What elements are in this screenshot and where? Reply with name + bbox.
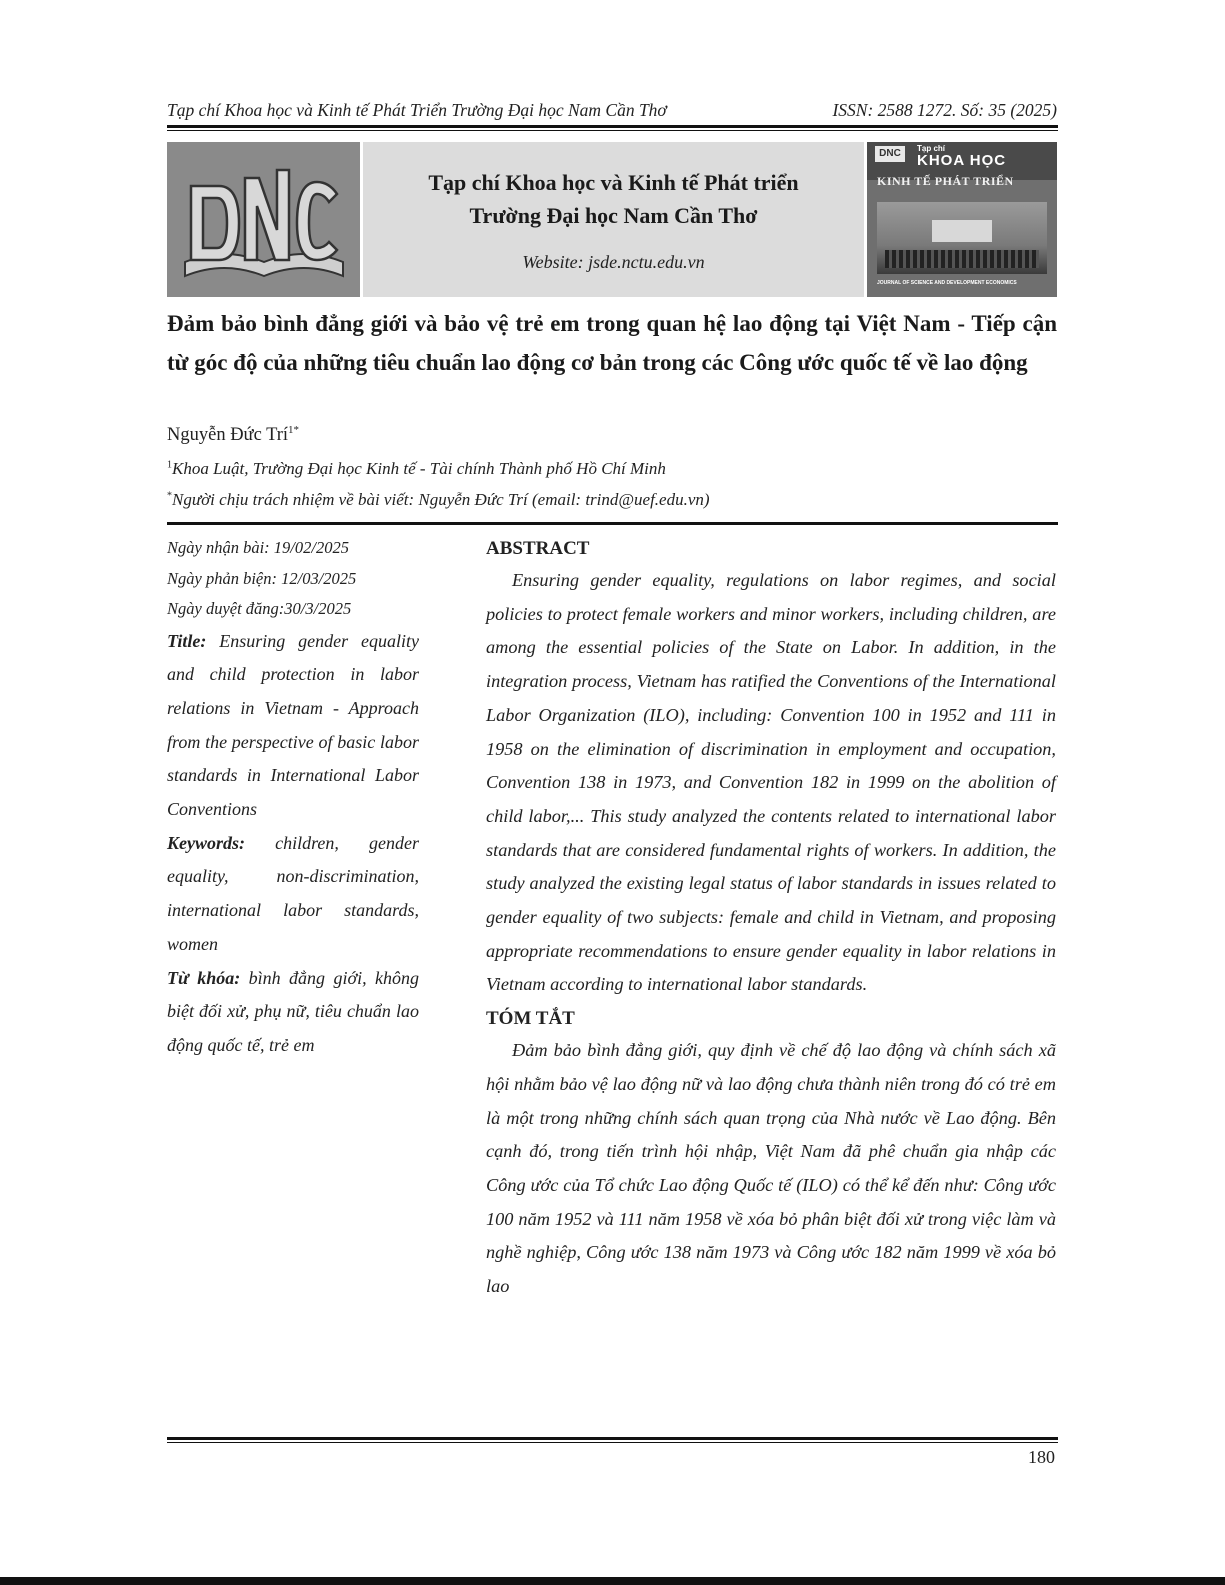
tu-khoa: bình đẳng giới, không biệt đối xử, phụ nữ, tiêu chuẩn lao động quốc tế, trẻ em	[167, 967, 419, 1055]
cover-photo	[877, 202, 1047, 274]
accepted-date: Ngày duyệt đăng:30/3/2025	[167, 599, 352, 618]
abstract-heading: ABSTRACT	[486, 538, 590, 559]
abstract-column	[486, 534, 1056, 1304]
banner-title-line1: Tạp chí Khoa học và Kinh tế Phát triển	[428, 170, 799, 195]
issn-issue: ISSN: 2588 1272. Số: 35 (2025)	[832, 100, 1057, 120]
page-number: 180	[1028, 1447, 1055, 1467]
keywords-label: Keywords:	[167, 832, 245, 853]
tu-khoa-label: Từ khóa:	[167, 967, 241, 988]
cover-photo-people	[885, 250, 1039, 268]
corresponding-line	[167, 490, 710, 510]
cover-footer: JOURNAL OF SCIENCE AND DEVELOPMENT ECONOMICS	[877, 280, 1017, 286]
tu-khoa-block	[167, 962, 419, 1063]
journal-banner	[167, 142, 1057, 297]
banner-journal-info	[363, 142, 864, 297]
affiliation-line	[167, 459, 666, 479]
journal-cover-image	[867, 142, 1057, 297]
keywords: children, gender equality, non-discrimination, international labor standards, women	[167, 832, 419, 954]
running-header	[167, 100, 1057, 121]
section-rule	[167, 522, 1058, 525]
footer-rule-thin	[167, 1442, 1058, 1443]
banner-title-line2: Trường Đại học Nam Cần Thơ	[469, 203, 758, 228]
author-name: Nguyễn Đức Trí	[167, 425, 289, 446]
cover-khoa-hoc: KHOA HỌC	[917, 152, 1007, 169]
affiliation: Khoa Luật, Trường Đại học Kinh tế - Tài chính Thành phố Hồ Chí Minh	[172, 459, 666, 478]
title-label: Title:	[167, 630, 207, 651]
journal-website: Website: jsde.nctu.edu.vn	[522, 252, 705, 272]
footer-rule	[167, 1437, 1058, 1440]
header-rule	[167, 125, 1058, 128]
english-title-block	[167, 625, 419, 827]
author-line	[167, 424, 299, 446]
cover-kicker: Tạp chí	[917, 144, 946, 153]
tomtat-body: Đảm bảo bình đẳng giới, quy định về chế độ lao động và chính sách xã hội nhằm bảo vệ lao động nữ và lao động chưa thành niên trong đó có trẻ em là một trong những chính sách quan trọng của Nhà nước về Lao động. Bên cạnh đó, trong tiến trình hội nhập, Việt Nam đã phê chuẩn gia nhập các Công ước của Tổ chức Lao động Quốc tế (ILO) có thể kể đến như: Công ước 100 năm 1952 và 111 năm 1958 về xóa bỏ phân biệt đối xử trong việc làm và nghề nghiệp, Công ước 138 năm 1973 và Công ước 182 năm 1999 về xóa bỏ lao	[486, 1040, 1056, 1297]
cover-dnc-logo: DNC	[875, 146, 905, 162]
corresponding-author: Người chịu trách nhiệm về bài viết: Nguyễn Đức Trí (email: trind@uef.edu.vn)	[172, 490, 710, 509]
reviewed-date: Ngày phản biện: 12/03/2025	[167, 568, 357, 588]
corresponding-sup: *	[167, 490, 172, 502]
abstract-body: Ensuring gender equality, regulations on labor regimes, and social policies to protect female workers and minor workers, including children, are among the essential policies of the State on Labor. In addition, in the integration process, Vietnam has ratified the Conventions of the International Labor Organization (ILO), including: Convention 100 in 1952 and 111 in 1958 on the elimination of discrimination in employment and occupation, Convention 138 in 1973, and Convention 182 in 1999 on the abolition of child labor,... This study analyzed the contents related to international labor standards that are considered fundamental rights of workers. In addition, the study analyzed the existing legal status of labor standards in issues related to gender equality of two subjects: female and child in Vietnam, and proposing appropriate recommendations to ensure gender equality in labor relations in Vietnam according to international labor standards.	[486, 570, 1056, 995]
dnc-logo	[167, 142, 360, 297]
header-rule-thin	[167, 130, 1058, 131]
author-sup: 1*	[288, 424, 300, 436]
affiliation-sup: 1	[167, 459, 172, 471]
cover-photo-banner	[932, 220, 992, 242]
tomtat-heading: TÓM TẮT	[486, 1008, 575, 1030]
article-info-column	[167, 533, 419, 1063]
cover-kinh-te: KINH TẾ PHÁT TRIỂN	[877, 174, 1014, 188]
journal-running-title: Tạp chí Khoa học và Kinh tế Phát Triển Trường Đại học Nam Cần Thơ	[167, 100, 667, 120]
article-title: Đảm bảo bình đẳng giới và bảo vệ trẻ em trong quan hệ lao động tại Việt Nam - Tiếp cận từ góc độ của những tiêu chuẩn lao động cơ bản trong các Công ước quốc tế về lao động	[167, 311, 1057, 375]
english-title: Ensuring gender equality and child protection in labor relations in Vietnam - Approach from the perspective of basic labor standards in International Labor Conventions	[167, 630, 419, 820]
received-date: Ngày nhận bài: 19/02/2025	[167, 538, 349, 557]
keywords-block	[167, 827, 419, 962]
page-bottom-edge	[0, 1577, 1225, 1585]
